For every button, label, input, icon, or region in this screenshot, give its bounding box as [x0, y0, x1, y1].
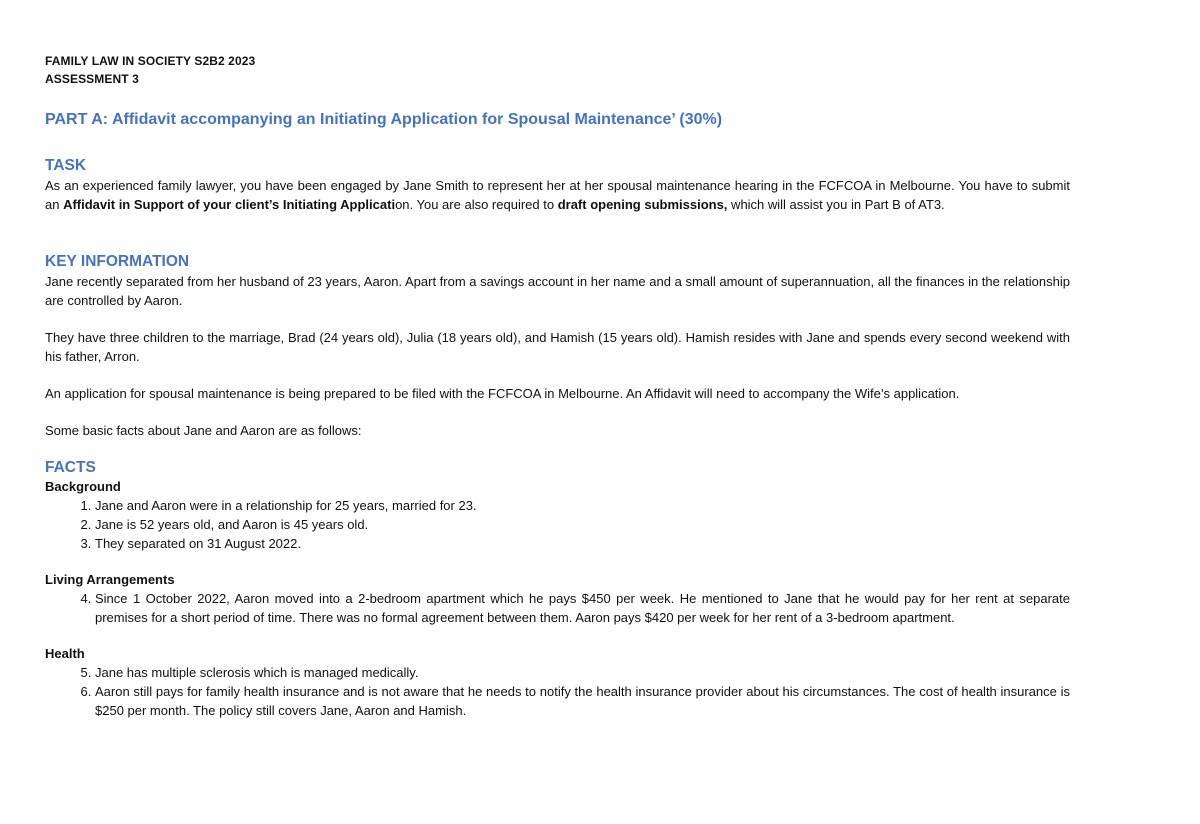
list-item: 5. Jane has multiple sclerosis which is managed medically. [95, 663, 1070, 682]
task-text-1: As an experienced family lawyer, you have been engaged by Jane Smith to represent her at her spousal maintenance hearing in the FCFCOA in Melbourne. You have to submit an [45, 178, 1070, 212]
key-info-paragraph-4: Some basic facts about Jane and Aaron are as follows: [45, 423, 362, 438]
document-page [45, 52, 1070, 720]
task-paragraph [45, 176, 1070, 214]
living-arrangements-subtitle: Living Arrangements [45, 572, 175, 587]
course-title: FAMILY LAW IN SOCIETY S2B2 2023 [45, 54, 256, 68]
key-info-paragraph-1: Jane recently separated from her husband of 23 years, Aaron. Apart from a savings account in her name and a small amount of superannuation, all the finances in the relationship are controlled by Aaron. [45, 274, 1070, 308]
key-information-heading: KEY INFORMATION [45, 253, 190, 270]
part-a-title: PART A: Affidavit accompanying an Initiating Application for Spousal Maintenance’ (30%) [45, 111, 723, 128]
list-item: 6. Aaron still pays for family health insurance and is not aware that he needs to notify the health insurance provider about his circumstances. The cost of health insurance is $250 per month. The policy still covers Jane, Aaron and Hamish. [95, 682, 1070, 720]
assessment-title: ASSESSMENT 3 [45, 72, 139, 86]
key-info-paragraph-3: An application for spousal maintenance is being prepared to be filed with the FCFCOA in Melbourne. An Affidavit will need to accompany the Wife’s application. [45, 386, 960, 401]
list-item: 4. Since 1 October 2022, Aaron moved into a 2-bedroom apartment which he pays $450 per week. He mentioned to Jane that he would pay for her rent at separate premises for a short period of time. There was no formal agreement between them. Aaron pays $420 per week for her rent of a 3-bedroom apartment. [95, 589, 1070, 627]
list-item: 3. They separated on 31 August 2022. [95, 534, 1070, 553]
facts-heading: FACTS [45, 459, 96, 476]
task-text-5: which will assist you in Part B of AT3. [727, 197, 945, 212]
health-list [45, 663, 1070, 720]
task-text-3: on. You are also required to [395, 197, 558, 212]
living-arrangements-list [45, 589, 1070, 627]
background-list [45, 496, 1070, 553]
list-item: 2. Jane is 52 years old, and Aaron is 45 years old. [95, 515, 1070, 534]
task-text-4: draft opening submissions, [557, 197, 728, 212]
key-info-paragraph-2: They have three children to the marriage, Brad (24 years old), Julia (18 years old), and Hamish (15 years old). Hamish resides with Jane and spends every second weekend with his father, Arron. [45, 330, 1070, 364]
list-item: 1. Jane and Aaron were in a relationship for 25 years, married for 23. [95, 496, 1070, 515]
background-subtitle: Background [45, 479, 121, 494]
task-text-2: Affidavit in Support of your client’s Initiating Applicati [63, 197, 396, 212]
health-subtitle: Health [45, 646, 85, 661]
task-heading: TASK [45, 157, 87, 174]
